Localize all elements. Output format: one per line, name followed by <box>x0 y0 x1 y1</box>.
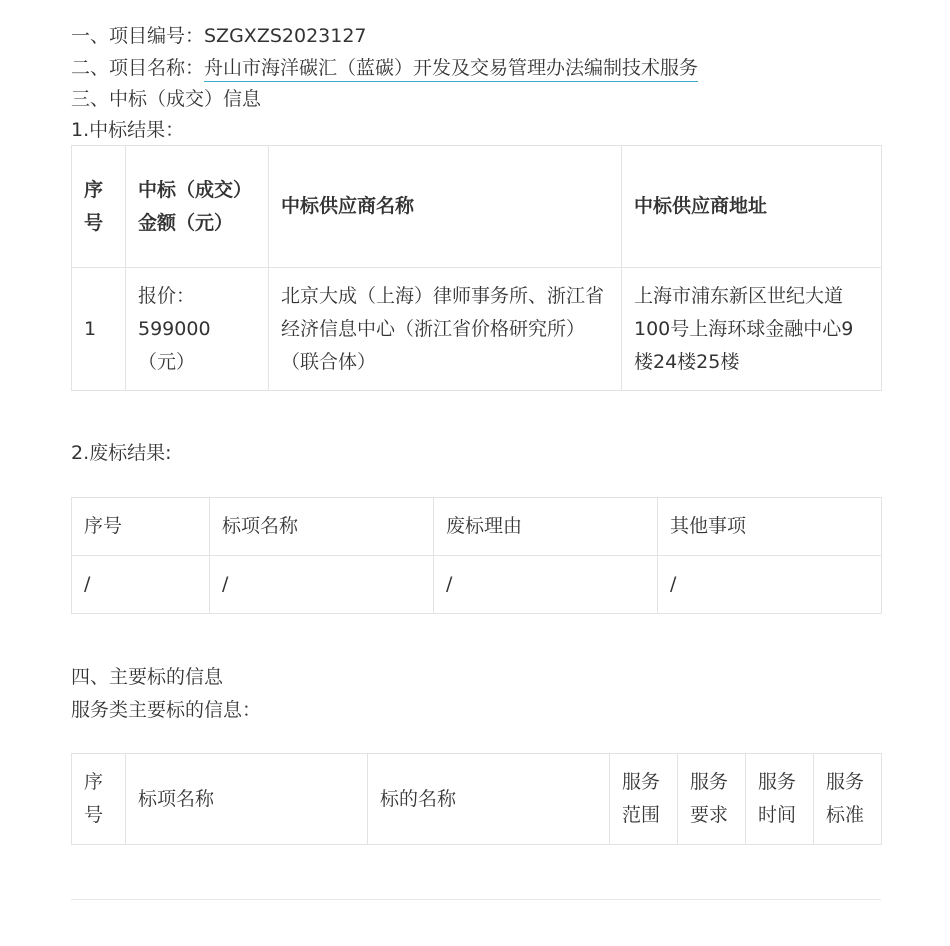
cell-other: / <box>658 556 882 614</box>
award-result-table <box>71 145 882 391</box>
cancel-result-heading: 2.废标结果: <box>71 442 172 464</box>
service-subject-table <box>71 753 882 845</box>
cell-index: 1 <box>72 268 126 391</box>
cancel-result-table <box>71 497 882 614</box>
cell-lot-name: / <box>210 556 434 614</box>
col-supplier-name-header: 中标供应商名称 <box>269 146 622 268</box>
table-row <box>72 268 882 391</box>
col-service-scope-header: 服务范围 <box>610 754 678 845</box>
col-other-header: 其他事项 <box>658 498 882 556</box>
col-lot-name-header: 标项名称 <box>210 498 434 556</box>
col-amount-header: 中标（成交）金额（元） <box>126 146 269 268</box>
divider <box>71 899 881 900</box>
project-name-line <box>71 56 698 80</box>
col-service-standard-header: 服务标准 <box>814 754 882 845</box>
main-subject-heading: 四、主要标的信息 <box>71 666 224 688</box>
cell-cancel-reason: / <box>434 556 658 614</box>
award-info-heading: 三、中标（成交）信息 <box>71 88 262 110</box>
service-subject-heading: 服务类主要标的信息： <box>71 699 262 721</box>
table-header-row <box>72 754 882 845</box>
cell-supplier-address: 上海市浦东新区世纪大道100号上海环球金融中心9楼24楼25楼 <box>622 268 882 391</box>
col-subject-name-header: 标的名称 <box>368 754 610 845</box>
col-supplier-address-header: 中标供应商地址 <box>622 146 882 268</box>
table-header-row <box>72 146 882 268</box>
table-header-row <box>72 498 882 556</box>
cell-index: / <box>72 556 210 614</box>
project-name-link[interactable]: 舟山市海洋碳汇（蓝碳）开发及交易管理办法编制技术服务 <box>204 57 698 82</box>
col-cancel-reason-header: 废标理由 <box>434 498 658 556</box>
col-service-time-header: 服务时间 <box>746 754 814 845</box>
col-index-header: 序号 <box>72 754 126 845</box>
col-index-header: 序号 <box>72 146 126 268</box>
project-number: 一、项目编号：SZGXZS2023127 <box>71 25 367 47</box>
col-lot-name-header: 标项名称 <box>126 754 368 845</box>
col-index-header: 序号 <box>72 498 210 556</box>
table-row <box>72 556 882 614</box>
award-result-heading: 1.中标结果： <box>71 119 185 141</box>
cell-supplier-name: 北京大成（上海）律师事务所、浙江省经济信息中心（浙江省价格研究所）（联合体） <box>269 268 622 391</box>
cell-amount: 报价：599000（元） <box>126 268 269 391</box>
project-name-label: 二、项目名称： <box>71 57 205 79</box>
col-service-requirement-header: 服务要求 <box>678 754 746 845</box>
